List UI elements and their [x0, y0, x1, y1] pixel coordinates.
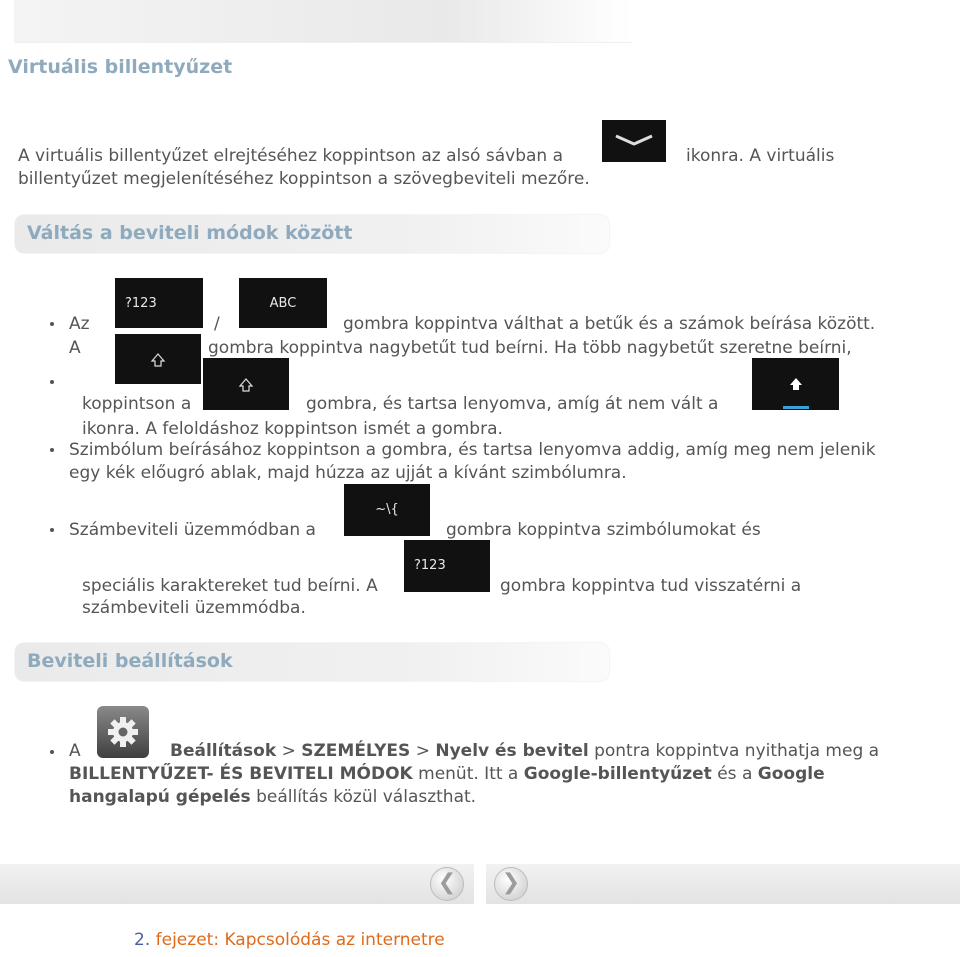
abc-key[interactable] — [239, 278, 327, 328]
hide-keyboard-key[interactable] — [602, 120, 666, 162]
bullet — [50, 380, 54, 384]
menu-path-personal: SZEMÉLYES — [301, 741, 411, 761]
bullet — [50, 448, 54, 452]
chapter-title: fejezet: Kapcsolódás az internetre — [155, 930, 445, 950]
shift-arrow-icon — [115, 334, 201, 384]
shift-arrow-icon — [752, 358, 839, 410]
chapter-number: 2. — [134, 930, 151, 950]
key-label: ~\{ — [375, 502, 399, 517]
text: beállítás közül választhat. — [256, 787, 477, 807]
bullet — [50, 750, 54, 754]
text: Az — [69, 314, 90, 334]
next-page-button[interactable] — [494, 867, 528, 901]
key-label: ABC — [269, 296, 297, 311]
shift-key[interactable] — [203, 358, 289, 410]
path-separator: > — [281, 741, 296, 761]
text: számbeviteli üzemmódba. — [82, 598, 306, 618]
section-title: Beviteli beállítások — [27, 650, 233, 672]
chevron-down-icon — [602, 120, 666, 162]
text: egy kék előugró ablak, majd húzza az ujját a kívánt szimbólumra. — [69, 463, 627, 483]
arrow-left-icon: ❮ — [437, 870, 457, 895]
text: gombra koppintva válthat a betűk és a számok beírása között. — [343, 314, 876, 334]
text: gombra koppintva nagybetűt tud beírni. Ha több nagybetűt szeretne beírni, — [208, 338, 852, 358]
nav-bar-right — [486, 864, 960, 904]
shift-key[interactable] — [115, 334, 201, 384]
key-label: ?123 — [125, 296, 157, 311]
nav-bar-left — [0, 864, 474, 904]
text: ikonra. A feloldáshoz koppintson ismét a gombra. — [82, 419, 503, 439]
page-title: Virtuális billentyűzet — [8, 56, 233, 78]
bullet — [50, 528, 54, 532]
text: gombra koppintva szimbólumokat és — [446, 520, 761, 540]
settings-line-2 — [69, 763, 825, 785]
intro-line-1b: ikonra. A virtuális — [686, 146, 835, 166]
top-bar — [14, 0, 632, 43]
text: gombra koppintva tud visszatérni a — [500, 576, 802, 596]
intro-line-1a: A virtuális billentyűzet elrejtéséhez koppintson az alsó sávban a — [18, 146, 564, 166]
bullet — [50, 322, 54, 326]
option-voice-typing: hangalapú gépelés — [69, 787, 251, 807]
section-header-input-settings — [14, 642, 610, 682]
text: koppintson a — [82, 394, 192, 414]
text: menüt. Itt a — [418, 764, 519, 784]
option-google: Google — [757, 764, 825, 784]
intro-line-2: billentyűzet megjelenítéséhez koppintson a szövegbeviteli mezőre. — [18, 169, 590, 189]
text: speciális karaktereket tud beírni. A — [82, 576, 378, 596]
key-label: ?123 — [414, 558, 446, 573]
prev-page-button[interactable] — [430, 867, 464, 901]
text: Számbeviteli üzemmódban a — [69, 520, 316, 540]
settings-app-icon[interactable] — [97, 706, 149, 758]
text: A — [69, 741, 81, 761]
option-google-keyboard: Google-billentyűzet — [523, 764, 712, 784]
settings-line-1 — [170, 740, 879, 762]
text: pontra koppintva nyithatja meg a — [594, 741, 880, 761]
path-separator: > — [415, 741, 430, 761]
shift-arrow-icon — [203, 358, 289, 410]
text: Szimbólum beírásához koppintson a gombra, és tartsa lenyomva addig, amíg meg nem jelenik — [69, 440, 876, 460]
menu-path-language: Nyelv és bevitel — [435, 741, 589, 761]
text: gombra, és tartsa lenyomva, amíg át nem vált a — [306, 394, 719, 414]
caps-lock-key[interactable] — [752, 358, 839, 410]
text: és a — [717, 764, 753, 784]
num-key[interactable] — [115, 278, 203, 328]
settings-line-3 — [69, 786, 476, 808]
gear-icon — [97, 706, 149, 758]
arrow-right-icon: ❯ — [501, 870, 521, 895]
menu-path-settings: Beállítások — [170, 741, 277, 761]
symbol-key[interactable] — [344, 484, 430, 536]
text: A — [69, 338, 81, 358]
section-title: Váltás a beviteli módok között — [27, 222, 353, 244]
chapter-footer[interactable] — [134, 930, 445, 950]
text: / — [214, 314, 220, 334]
menu-keyboard-input: BILLENTYŰZET- ÉS BEVITELI MÓDOK — [69, 764, 413, 784]
section-header-input-modes — [14, 214, 610, 254]
num-key[interactable] — [404, 540, 490, 592]
